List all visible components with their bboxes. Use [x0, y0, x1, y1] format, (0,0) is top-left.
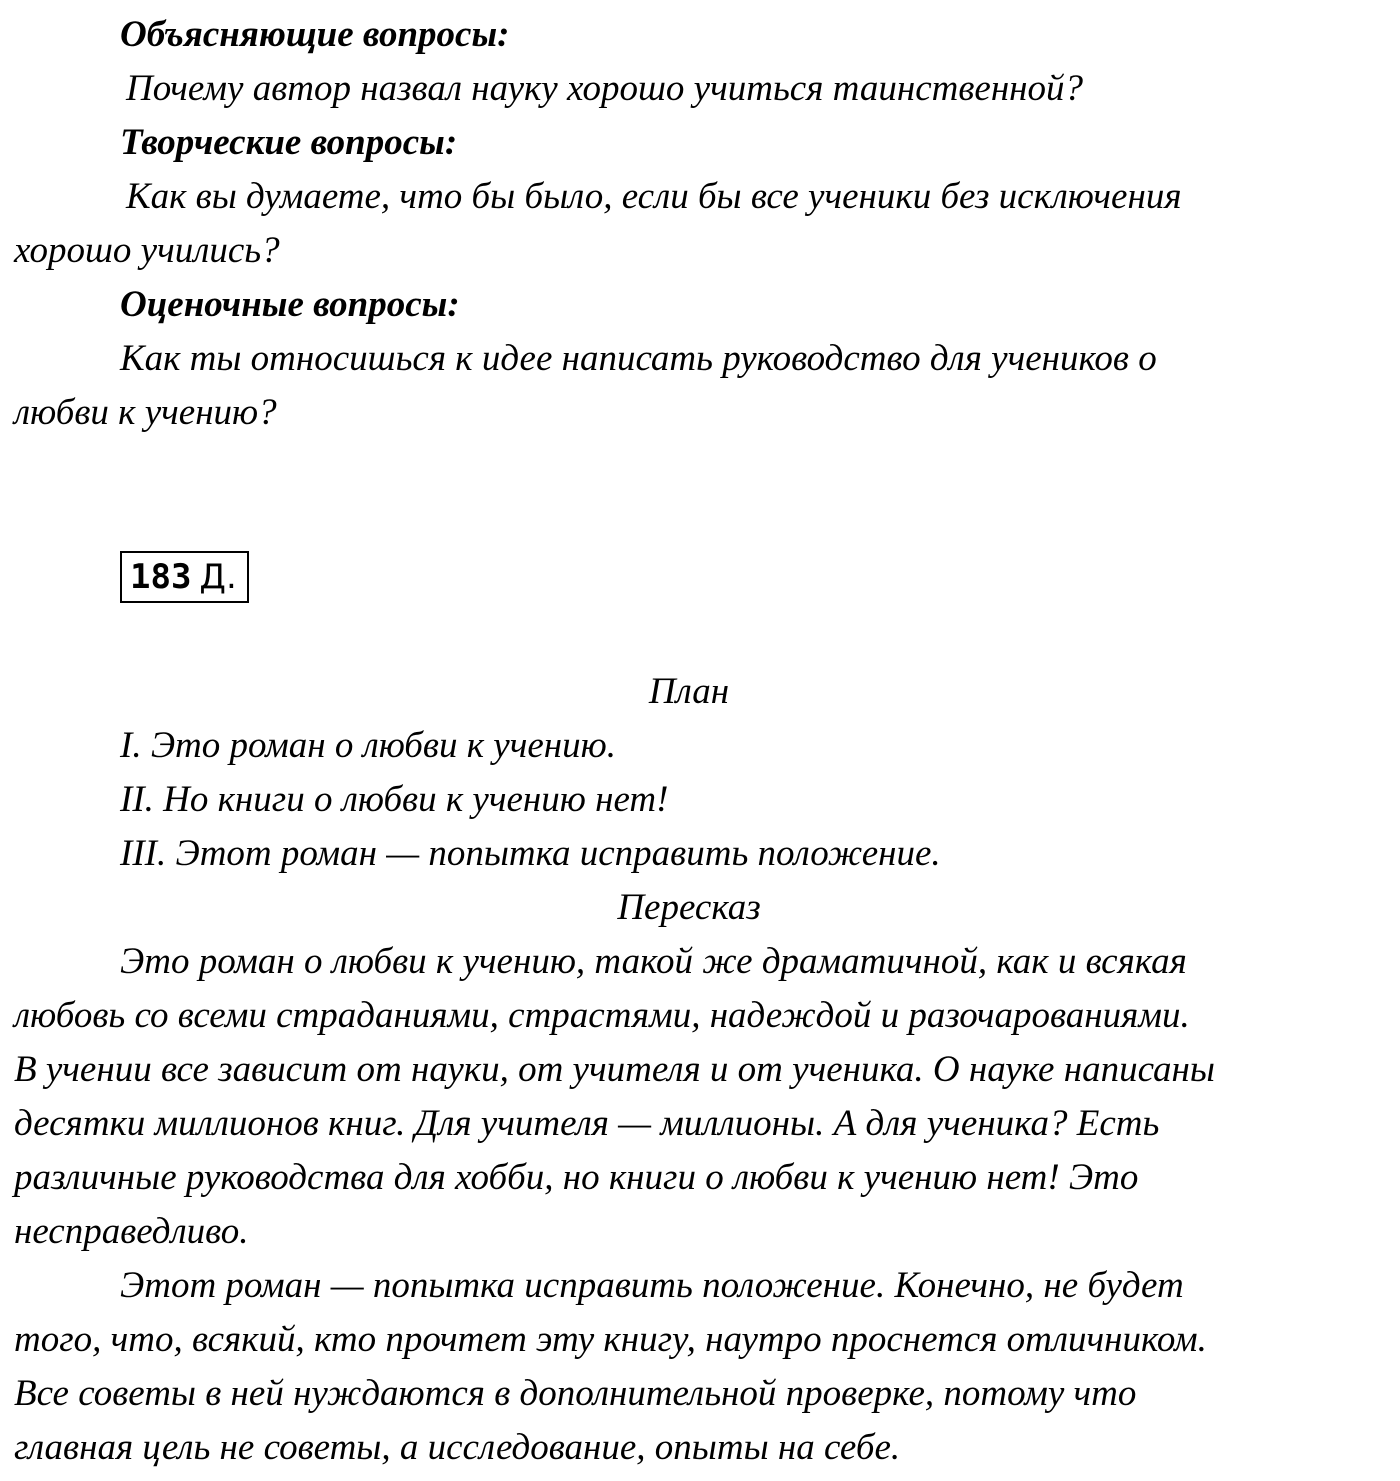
- task-number-box: [120, 551, 249, 603]
- retelling-para1-line-5: различные руководства для хобби, но книги о любви к учению нет! Это: [14, 1157, 1139, 1198]
- evaluative-questions-heading: Оценочные вопросы:: [120, 284, 460, 325]
- retelling-para1-line-3: В учении все зависит от науки, от учителя и от ученика. О науке написаны: [14, 1049, 1215, 1090]
- questions-section: [14, 8, 1364, 440]
- plan-item-2: II. Но книги о любви к учению нет!: [120, 779, 669, 820]
- task-suffix: Д.: [199, 557, 237, 597]
- explaining-question-text: Почему автор назвал науку хорошо учиться таинственной?: [126, 68, 1084, 109]
- creative-questions-heading: Творческие вопросы:: [120, 122, 458, 163]
- creative-question-line-1: Как вы думаете, что бы было, если бы все ученики без исключения: [126, 176, 1182, 217]
- evaluative-question-line-1: Как ты относишься к идее написать руководство для учеников о: [120, 338, 1157, 379]
- retelling-para1-line-4: десятки миллионов книг. Для учителя — миллионы. А для ученика? Есть: [14, 1103, 1160, 1144]
- retelling-para2-line-3: Все советы в ней нуждаются в дополнительной проверке, потому что: [14, 1373, 1137, 1414]
- creative-question-line-2: хорошо учились?: [14, 230, 280, 271]
- task-number: 183: [130, 557, 192, 597]
- plan-item-3: III. Этот роман — попытка исправить положение.: [120, 833, 941, 874]
- retelling-para2-line-1: Этот роман — попытка исправить положение. Конечно, не будет: [120, 1265, 1184, 1306]
- retelling-para1-line-6: несправедливо.: [14, 1211, 249, 1252]
- plan-item-1: I. Это роман о любви к учению.: [120, 725, 616, 766]
- answer-section: [14, 665, 1364, 1475]
- plan-title: План: [648, 671, 730, 712]
- explaining-questions-heading: Объясняющие вопросы:: [120, 14, 510, 55]
- evaluative-question-line-2: любви к учению?: [14, 392, 277, 433]
- retelling-para2-line-4: главная цель не советы, а исследование, опыты на себе.: [14, 1427, 901, 1468]
- retelling-para1-line-2: любовь со всеми страданиями, страстями, надеждой и разочарованиями.: [14, 995, 1190, 1036]
- retelling-title: Пересказ: [617, 887, 761, 928]
- retelling-para1-line-1: Это роман о любви к учению, такой же драматичной, как и всякая: [120, 941, 1187, 982]
- retelling-para2-line-2: того, что, всякий, кто прочтет эту книгу, наутро проснется отличником.: [14, 1319, 1207, 1360]
